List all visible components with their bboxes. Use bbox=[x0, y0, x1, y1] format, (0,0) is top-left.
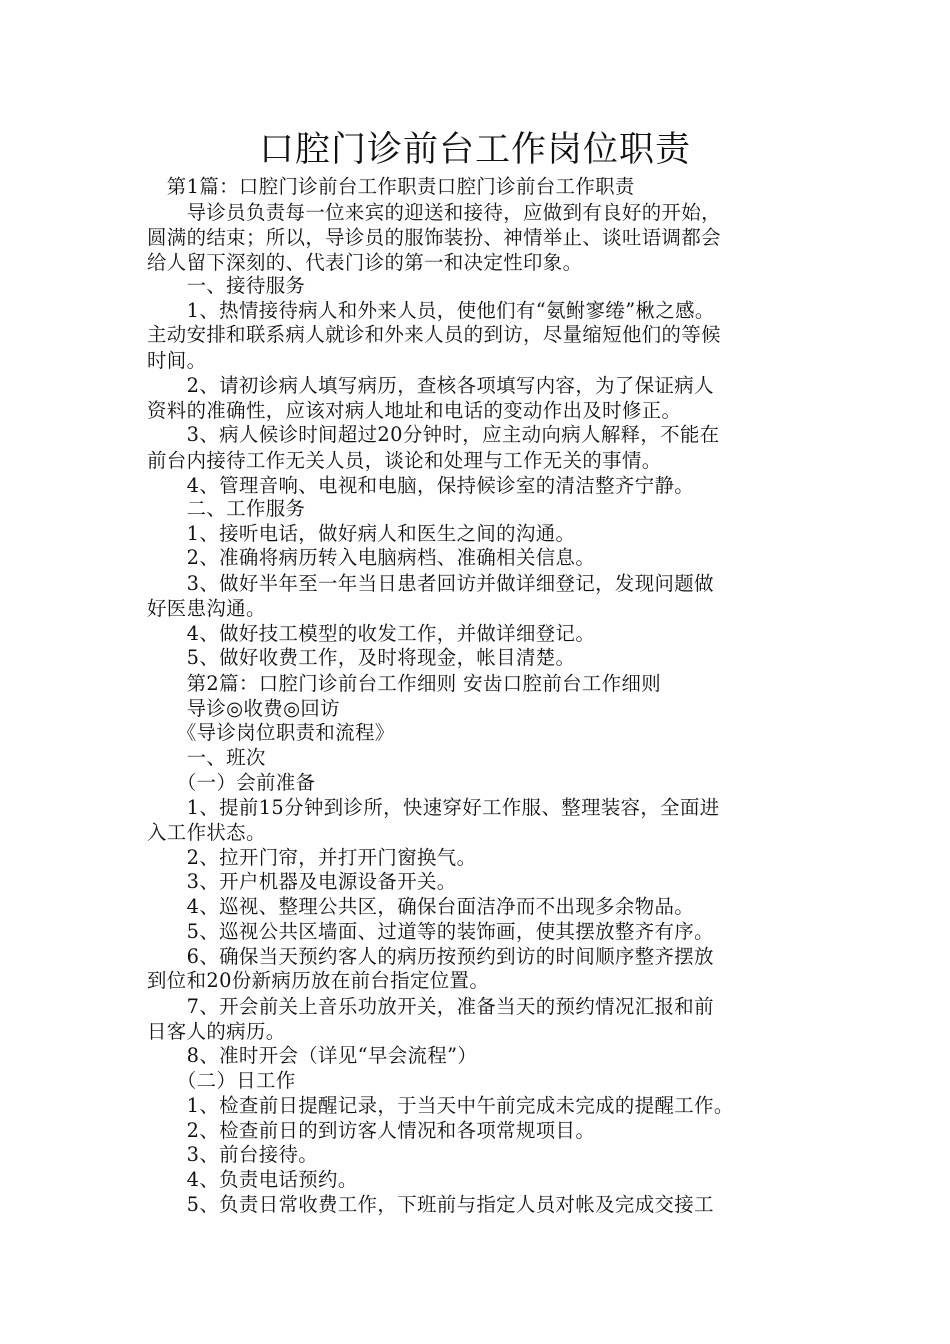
text-line: 第2篇：口腔门诊前台工作细则 安齿口腔前台工作细则 bbox=[147, 672, 662, 695]
text-line: 好医患沟通。 bbox=[147, 597, 266, 620]
text-line: 日客人的病历。 bbox=[147, 1020, 286, 1043]
text-line: 1、检查前日提醒记录，于当天中午前完成未完成的提醒工作。 bbox=[147, 1094, 734, 1117]
text-line: 3、开户机器及电源设备开关。 bbox=[147, 870, 457, 893]
text-line: 2、请初诊病人填写病历，查核各项填写内容，为了保证病人 bbox=[147, 374, 714, 397]
text-line: 2、检查前日的到访客人情况和各项常规项目。 bbox=[147, 1119, 596, 1142]
text-line: 7、开会前关上音乐功放开关，准备当天的预约情况汇报和前 bbox=[147, 995, 714, 1018]
text-line: 8、准时开会（详见“早会流程”） bbox=[147, 1044, 478, 1067]
text-line: 4、巡视、整理公共区，确保台面洁净而不出现多余物品。 bbox=[147, 895, 695, 918]
text-line: 1、提前15分钟到诊所，快速穿好工作服、整理装容，全面进 bbox=[147, 796, 720, 819]
text-line: 到位和20份新病历放在前台指定位置。 bbox=[147, 969, 490, 992]
text-line: 6、确保当天预约客人的病历按预约到访的时间顺序整齐摆放 bbox=[147, 945, 714, 968]
text-line: 5、负责日常收费工作，下班前与指定人员对帐及完成交接工 bbox=[147, 1193, 714, 1216]
text-line: 3、病人候诊时间超过20分钟时，应主动向病人解释，不能在 bbox=[147, 423, 720, 446]
text-line: （一）会前准备 bbox=[147, 771, 316, 794]
text-line: （二）日工作 bbox=[147, 1069, 296, 1092]
text-line: 5、做好收费工作，及时将现金，帐目清楚。 bbox=[147, 646, 576, 669]
text-line: 2、拉开门帘，并打开门窗换气。 bbox=[147, 846, 477, 869]
text-line: 4、管理音响、电视和电脑，保持候诊室的清洁整齐宁静。 bbox=[147, 474, 695, 497]
text-line: 3、做好半年至一年当日患者回访并做详细登记，发现问题做 bbox=[147, 572, 714, 595]
text-line: 时间。 bbox=[147, 349, 207, 372]
text-line: 入工作状态。 bbox=[147, 821, 266, 844]
text-line: 圆满的结束；所以，导诊员的服饰装扮、神情举止、谈吐语调都会 bbox=[147, 226, 721, 249]
text-line: 2、准确将病历转入电脑病档、准确相关信息。 bbox=[147, 546, 596, 569]
text-line: 第1篇：口腔门诊前台工作职责口腔门诊前台工作职责 bbox=[147, 175, 635, 198]
text-line: 1、接听电话，做好病人和医生之间的沟通。 bbox=[147, 522, 576, 545]
text-line: 一、接待服务 bbox=[147, 274, 306, 297]
text-line: 4、负责电话预约。 bbox=[147, 1168, 358, 1191]
text-line: 给人留下深刻的、代表门诊的第一和决定性印象。 bbox=[147, 251, 583, 274]
text-line: 4、做好技工模型的收发工作，并做详细登记。 bbox=[147, 622, 596, 645]
text-line: 5、巡视公共区墙面、过道等的装饰画，使其摆放整齐有序。 bbox=[147, 920, 714, 943]
text-line: 《导诊岗位职责和流程》 bbox=[147, 721, 395, 744]
text-line: 前台内接待工作无关人员，谈论和处理与工作无关的事情。 bbox=[147, 449, 662, 472]
text-line: 一、班次 bbox=[147, 746, 266, 769]
text-line: 导诊◎收费◎回访 bbox=[147, 697, 340, 720]
text-line: 主动安排和联系病人就诊和外来人员的到访，尽量缩短他们的等候 bbox=[147, 323, 721, 346]
text-line: 二、工作服务 bbox=[147, 497, 306, 520]
document-title: 口腔门诊前台工作岗位职责 bbox=[258, 130, 691, 170]
text-line: 1、热情接待病人和外来人员，使他们有“氨鲋寥绻”楸之感。 bbox=[147, 299, 715, 322]
text-line: 导诊员负责每一位来宾的迎送和接待，应做到有良好的开始， bbox=[147, 201, 721, 224]
text-line: 3、前台接待。 bbox=[147, 1143, 319, 1166]
text-line: 资料的准确性，应该对病人地址和电话的变动作出及时修正。 bbox=[147, 399, 682, 422]
